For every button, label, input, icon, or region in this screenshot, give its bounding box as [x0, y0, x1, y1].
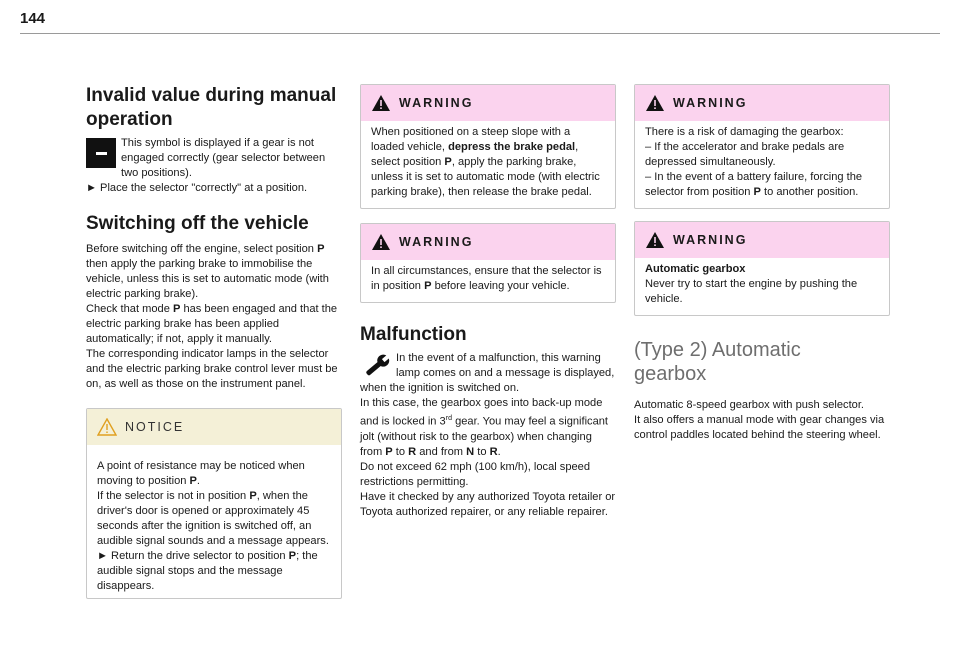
warning-4-text: Never try to start the engine by pushing the vehicle.: [645, 278, 858, 305]
type2-heading: (Type 2) Automatic gearbox: [634, 339, 801, 385]
invalid-value-heading: Invalid value during manual operation: [86, 85, 337, 130]
malfunction-heading: Malfunction: [360, 324, 467, 345]
malfunction-body: [360, 351, 616, 520]
notice-box: [86, 408, 342, 599]
warning-header-3: [635, 85, 889, 121]
switching-off-p2: Check that mode P has been engaged and that the electric parking brake has been applied automatically; if not, apply it manually.: [86, 303, 338, 345]
warning-body-3: [635, 121, 889, 208]
column-left: [86, 84, 342, 599]
type2-p1: Automatic 8-speed gearbox with push selector.: [634, 399, 865, 411]
notice-title: NOTICE: [125, 420, 185, 434]
malfunction-p1: In the event of a malfunction, this warning lamp comes on and a message is displayed, when the ignition is switched on.: [360, 352, 615, 394]
warning-text-2: In all circumstances, ensure that the selector is in position P before leaving your vehicle.: [371, 265, 602, 292]
notice-header: [87, 409, 341, 445]
switching-off-heading: Switching off the vehicle: [86, 213, 309, 234]
wrench-icon: [360, 351, 392, 381]
warning-title-4: WARNING: [673, 233, 748, 247]
warning-header-2: [361, 224, 615, 260]
column-middle: [360, 84, 616, 520]
invalid-value-section: [86, 136, 342, 196]
invalid-value-text: This symbol is displayed if a gear is not engaged correctly (gear selector between two positions).: [121, 137, 326, 179]
notice-body: [87, 445, 341, 598]
warning-text-1: When positioned on a steep slope with a loaded vehicle, depress the brake pedal, select position P, apply the parking brake, unless it is set to automatic mode (with electric parking brake), then release the brake pedal.: [371, 126, 600, 198]
header-rule: [20, 33, 940, 34]
warning-header-4: [635, 222, 889, 258]
page-number: 144: [20, 10, 46, 27]
malfunction-p2: In this case, the gearbox goes into back-up mode and is locked in 3rd gear. You may feel a significant jolt (without risk to the gearbox) when changing from P to R and from N to R.: [360, 397, 609, 458]
warning-box-1: [360, 84, 616, 209]
malfunction-p4: Have it checked by any authorized Toyota retailer or Toyota authorized repairer, or any reliable repairer.: [360, 490, 616, 518]
warning-triangle-icon: [645, 231, 665, 249]
warning-body-2: [361, 260, 615, 302]
warning-box-2: [360, 223, 616, 303]
warning-title-2: WARNING: [399, 235, 474, 249]
switching-off-p1: Before switching off the engine, select position P then apply the parking brake to immobilise the vehicle, unless this is set to automatic mode (with electric parking brake).: [86, 243, 329, 300]
notice-triangle-icon: [97, 418, 117, 436]
switching-off-p3: The corresponding indicator lamps in the selector and the electric parking brake control lever must be on, as well as those on the instrument panel.: [86, 348, 338, 390]
warning-box-3: [634, 84, 890, 209]
warning-body-4: [635, 258, 889, 315]
warning-title-1: WARNING: [399, 96, 474, 110]
warning-title-3: WARNING: [673, 96, 748, 110]
gear-invalid-icon: [86, 138, 116, 168]
warning-3-line-1: There is a risk of damaging the gearbox:: [645, 126, 844, 138]
warning-triangle-icon: [371, 94, 391, 112]
warning-box-4: [634, 221, 890, 316]
column-right: [634, 84, 890, 443]
type2-p2: It also offers a manual mode with gear changes via control paddles located behind the steering wheel.: [634, 414, 885, 441]
switching-off-body: [86, 242, 342, 392]
warning-triangle-icon: [371, 233, 391, 251]
warning-body-1: [361, 121, 615, 208]
warning-4-heading: Automatic gearbox: [645, 263, 746, 275]
type2-body: [634, 398, 890, 443]
notice-line-3: ► Return the drive selector to position P; the audible signal stops and the message disappears.: [97, 550, 318, 592]
warning-header-1: [361, 85, 615, 121]
warning-triangle-icon: [645, 94, 665, 112]
warning-3-line-3: – In the event of a battery failure, forcing the selector from position P to another position.: [645, 171, 863, 198]
notice-line-2: If the selector is not in position P, when the driver's door is opened or approximately 45 seconds after the ignition is switched off, an audible signal sounds and a message appears.: [97, 490, 329, 547]
malfunction-p3: Do not exceed 62 mph (100 km/h), local speed restrictions permitting.: [360, 460, 591, 488]
notice-line-1: A point of resistance may be noticed when moving to position P.: [97, 460, 305, 487]
warning-3-line-2: – If the accelerator and brake pedals are depressed simultaneously.: [645, 141, 845, 168]
invalid-value-instruction: ► Place the selector "correctly" at a position.: [86, 182, 308, 194]
